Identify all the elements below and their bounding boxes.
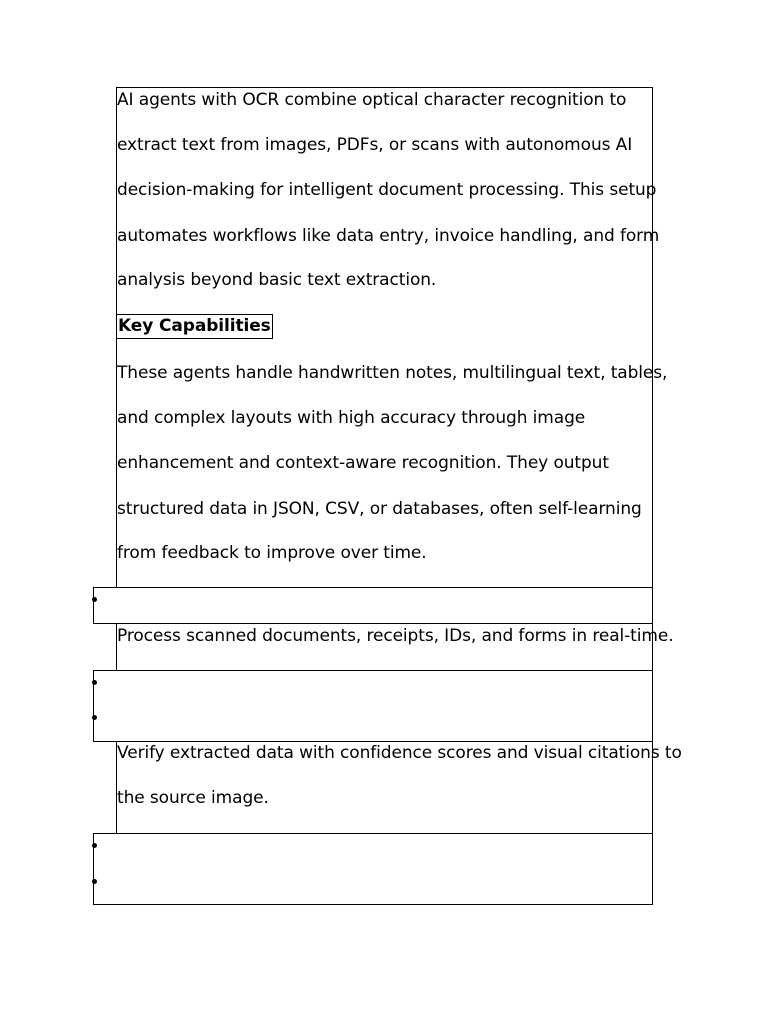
bullet-marker: [92, 597, 97, 602]
list-item-box: [93, 670, 653, 742]
bullet-marker: [92, 715, 97, 720]
list-item-text: Process scanned documents, receipts, IDs, and forms in real-time.: [117, 626, 674, 646]
intro-paragraph-line: automates workflows like data entry, invoice handling, and form: [117, 226, 660, 246]
capabilities-paragraph-line: enhancement and context-aware recognition. They output: [117, 453, 609, 473]
capabilities-paragraph-line: structured data in JSON, CSV, or databases, often self-learning: [117, 499, 642, 519]
intro-paragraph-line: extract text from images, PDFs, or scans with autonomous AI: [117, 135, 633, 155]
list-item-text: Verify extracted data with confidence scores and visual citations to: [117, 743, 682, 763]
capabilities-paragraph-line: from feedback to improve over time.: [117, 543, 427, 563]
bullet-marker: [92, 680, 97, 685]
intro-paragraph-line: decision-making for intelligent document processing. This setup: [117, 180, 657, 200]
section-heading: Key Capabilities: [116, 314, 273, 339]
bullet-marker: [92, 843, 97, 848]
capabilities-paragraph-line: These agents handle handwritten notes, multilingual text, tables,: [117, 363, 668, 383]
list-item-box: [93, 833, 653, 905]
capabilities-paragraph-line: and complex layouts with high accuracy through image: [117, 408, 586, 428]
intro-paragraph-line: AI agents with OCR combine optical character recognition to: [117, 90, 627, 110]
list-item-box: [93, 587, 653, 624]
bullet-marker: [92, 879, 97, 884]
intro-paragraph-line: analysis beyond basic text extraction.: [117, 270, 437, 290]
list-item-text: the source image.: [117, 788, 269, 808]
